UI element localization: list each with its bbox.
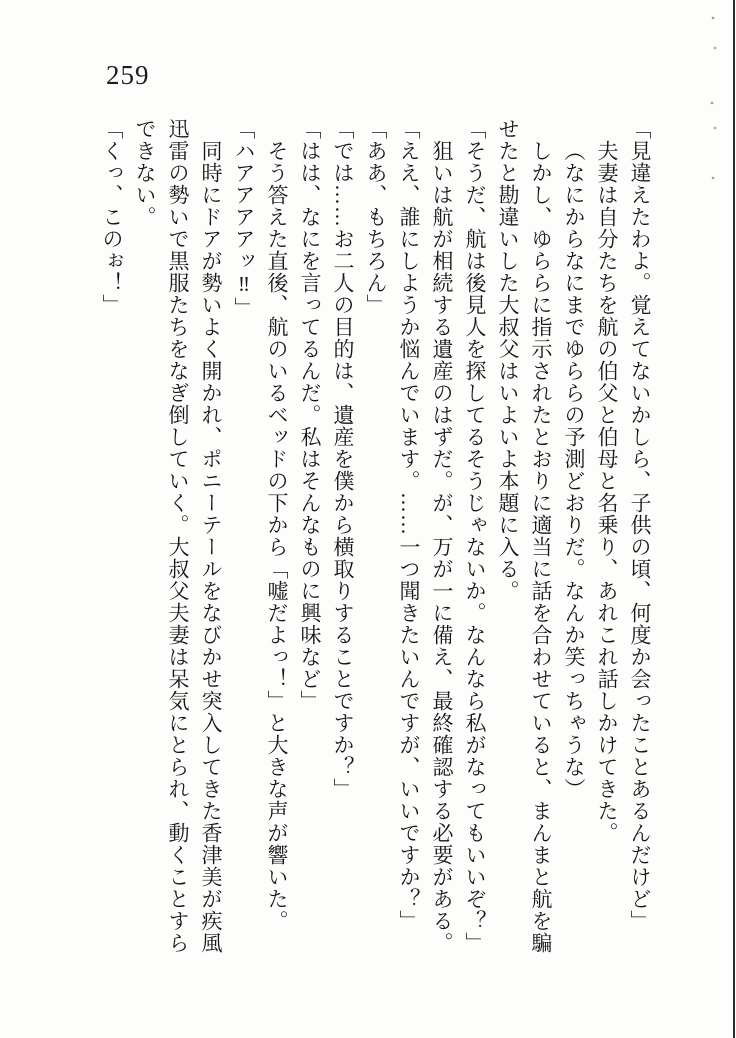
text-column: 「はは、なにを言ってるんだ。私はそんなものに興味など」: [298, 118, 322, 712]
text-column: 「では……お二人の目的は、遺産を僕から横取りすることですか？」: [331, 118, 355, 800]
scan-noise: [710, 8, 718, 188]
text-column: 同時にドアが勢いよく開かれ、ポニーテールをなびかせ突入してきた香津美が疾風: [199, 140, 223, 954]
page-edge-line: [733, 0, 735, 1038]
text-column: 狙いは航が相続する遺産のはずだ。が、万が一に備え、最終確認する必要がある。: [430, 140, 454, 954]
page-number: 259: [106, 60, 150, 90]
text-column: 「ああ、もちろん」: [364, 118, 388, 316]
text-column: 「見違えたわよ。覚えてないかしら、子供の頃、何度か会ったことあるんだけど」: [628, 118, 652, 932]
text-column: 「ハアアアアッ‼」: [232, 118, 256, 319]
text-column: 夫妻は自分たちを航の伯父と伯母と名乗り、あれこれ話しかけてきた。: [595, 140, 619, 844]
text-column: しかし、ゆららに指示されたとおりに適当に話を合わせていると、まんまと航を騙: [529, 140, 553, 954]
text-column: 「くっ、このぉ！」: [100, 118, 124, 316]
text-column: 迅雷の勢いで黒服たちをなぎ倒していく。大叔父夫妻は呆気にとられ、動くことすら: [166, 118, 190, 954]
text-column: そう答えた直後、航のいるベッドの下から「嘘だよっ！」と大きな声が響いた。: [265, 140, 289, 932]
text-column: 「そうだ、航は後見人を探してるそうじゃないか。なんなら私がなってもいいぞ？」: [463, 118, 487, 954]
text-block: [95, 118, 656, 963]
text-column: せたと勘違いした大叔父はいよいよ本題に入る。: [496, 118, 520, 602]
text-column: 「ええ、誰にしようか悩んでいます。……一つ聞きたいんですが、いいですか？」: [397, 118, 421, 932]
text-column: できない。: [133, 118, 157, 228]
text-column: （なにからなにまでゆららの予測どおりだ。なんか笑っちゃうな）: [562, 140, 586, 800]
